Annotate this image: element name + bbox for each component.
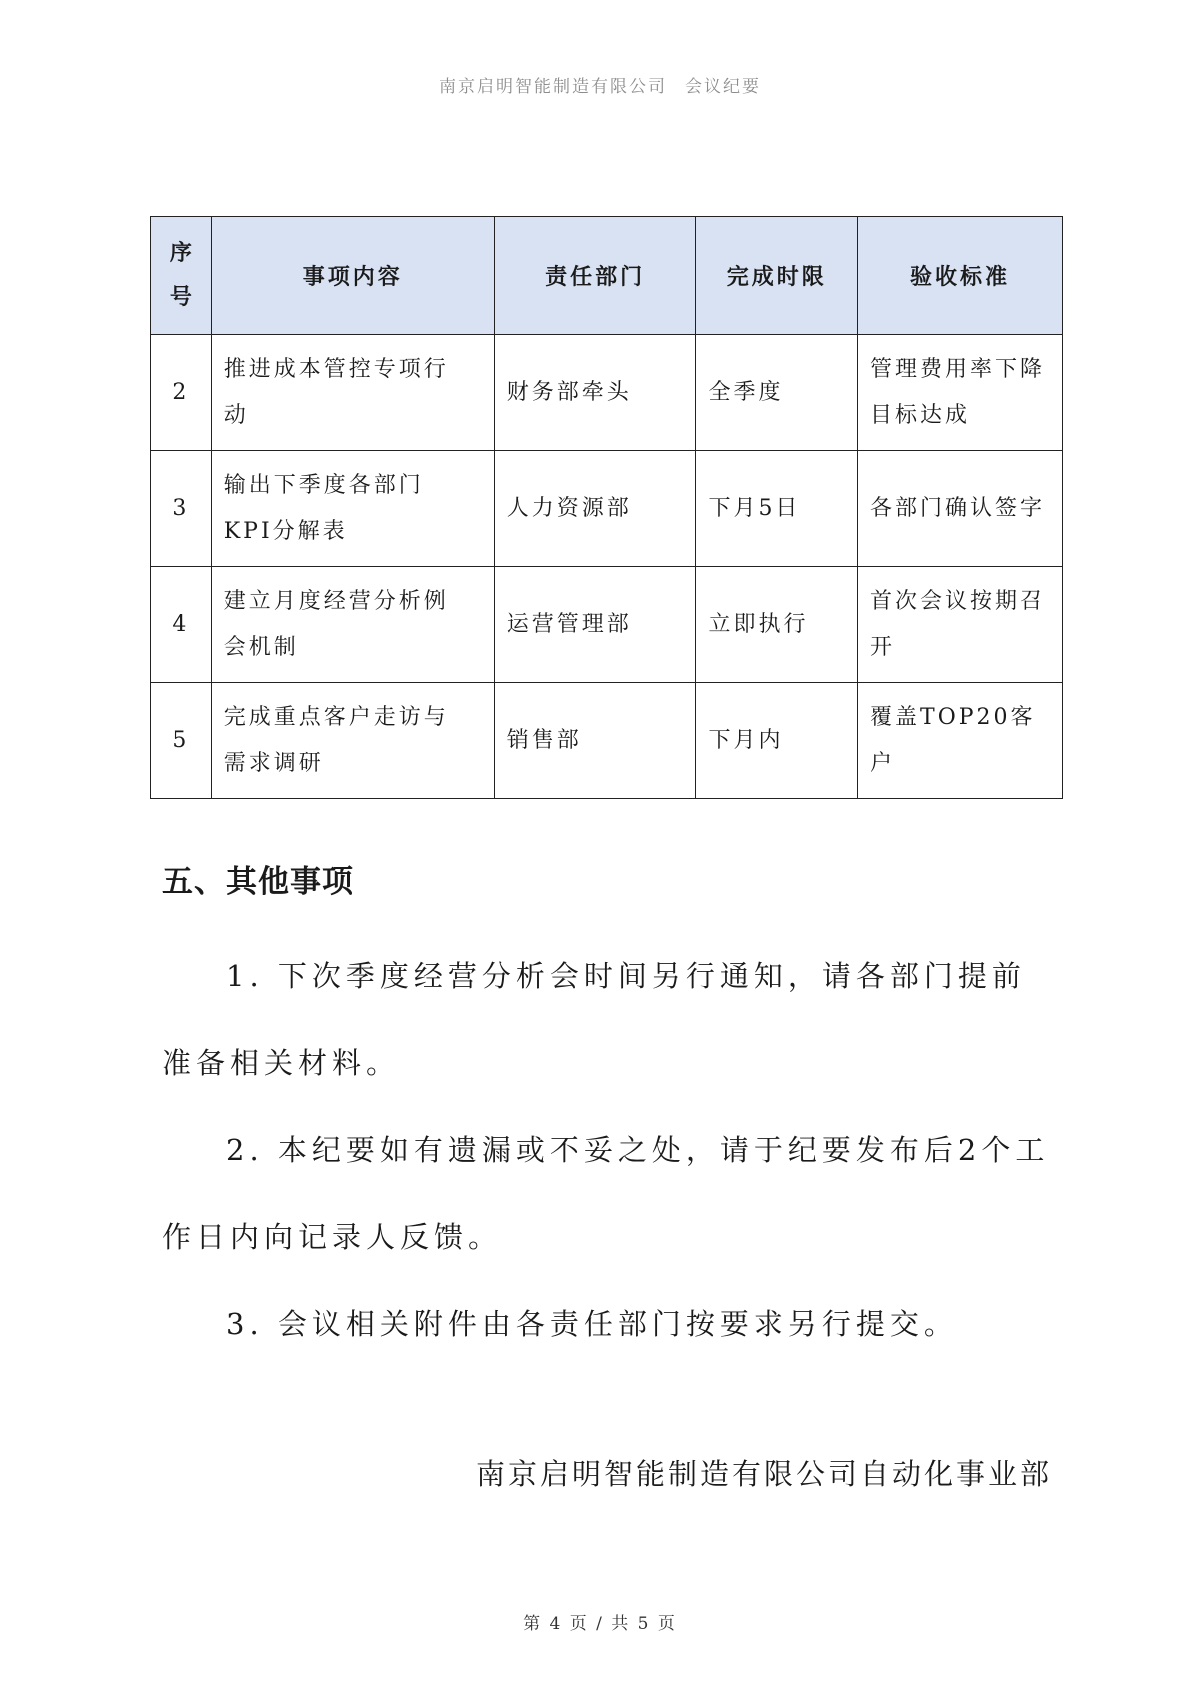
row-criteria: 首次会议按期召开 xyxy=(858,567,1063,683)
row-dept: 人力资源部 xyxy=(494,451,696,567)
row-item: 输出下季度各部门KPI分解表 xyxy=(211,451,494,567)
section-title: 五、其他事项 xyxy=(162,864,354,900)
section-item-2: 2. 本纪要如有遗漏或不妥之处，请于纪要发布后2个工作日内向记录人反馈。 xyxy=(162,1133,1050,1254)
row-dept: 销售部 xyxy=(494,683,696,799)
row-dept: 运营管理部 xyxy=(494,567,696,683)
row-item: 完成重点客户走访与需求调研 xyxy=(211,683,494,799)
task-table xyxy=(150,216,1063,799)
column-header-seq-text: 序号 xyxy=(169,240,195,310)
column-header-criteria: 验收标准 xyxy=(858,217,1063,335)
row-number: 2 xyxy=(151,335,212,451)
table-row xyxy=(151,683,1063,799)
signature: 南京启明智能制造有限公司自动化事业部 xyxy=(475,1457,1052,1491)
row-deadline: 全季度 xyxy=(696,335,858,451)
table-header-row xyxy=(151,217,1063,335)
column-header-dept: 责任部门 xyxy=(494,217,696,335)
row-number: 4 xyxy=(151,567,212,683)
running-header xyxy=(0,72,1200,97)
section-item-1: 1. 下次季度经营分析会时间另行通知，请各部门提前准备相关材料。 xyxy=(162,959,1026,1080)
row-number: 3 xyxy=(151,451,212,567)
row-criteria: 各部门确认签字 xyxy=(858,451,1063,567)
table-row xyxy=(151,567,1063,683)
row-dept: 财务部牵头 xyxy=(494,335,696,451)
table-row xyxy=(151,335,1063,451)
page-number: 第 4 页 / 共 5 页 xyxy=(523,1614,677,1634)
column-header-deadline: 完成时限 xyxy=(696,217,858,335)
header-doc-type: 会议纪要 xyxy=(685,77,761,97)
row-deadline: 立即执行 xyxy=(696,567,858,683)
table-row xyxy=(151,451,1063,567)
column-header-seq xyxy=(151,217,212,335)
row-number: 5 xyxy=(151,683,212,799)
section-item-3: 3. 会议相关附件由各责任部门按要求另行提交。 xyxy=(226,1307,958,1341)
row-item: 建立月度经营分析例会机制 xyxy=(211,567,494,683)
header-company: 南京启明智能制造有限公司 xyxy=(439,77,667,97)
row-criteria: 管理费用率下降目标达成 xyxy=(858,335,1063,451)
row-deadline: 下月内 xyxy=(696,683,858,799)
row-item: 推进成本管控专项行动 xyxy=(211,335,494,451)
row-deadline: 下月5日 xyxy=(696,451,858,567)
row-criteria: 覆盖TOP20客户 xyxy=(858,683,1063,799)
column-header-item: 事项内容 xyxy=(211,217,494,335)
